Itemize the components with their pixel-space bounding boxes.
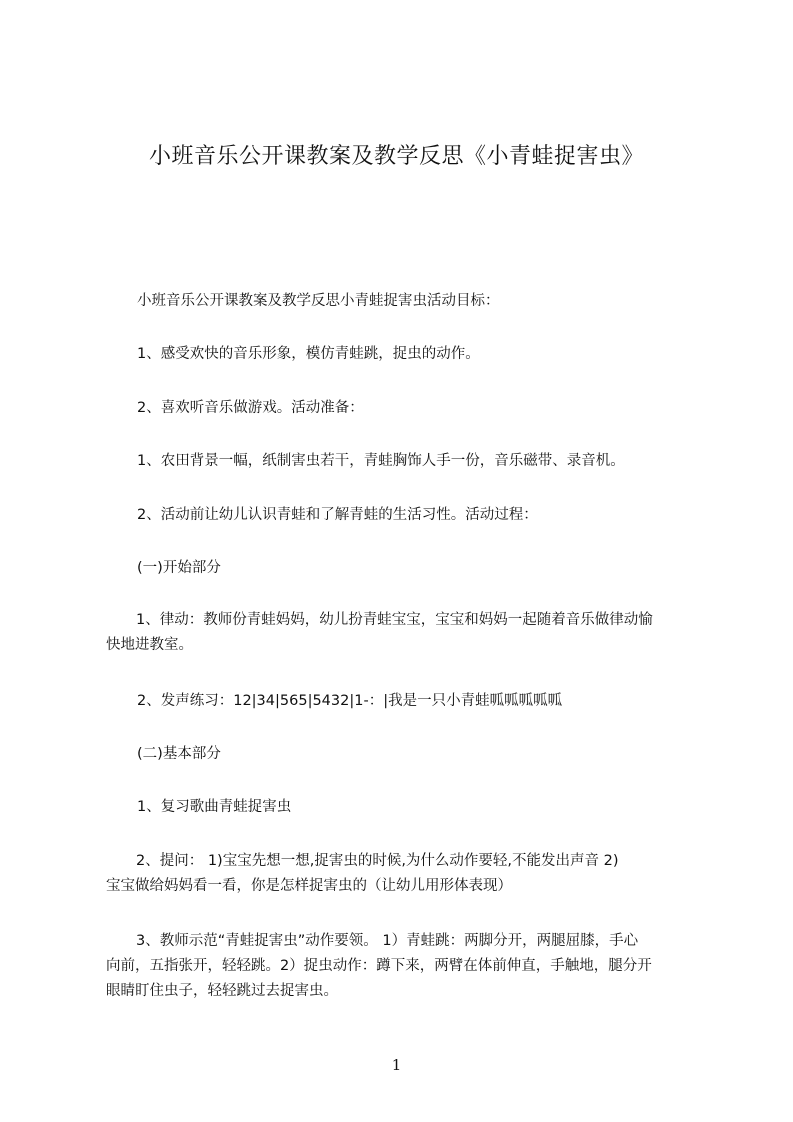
document-title: 小班音乐公开课教案及教学反思《小青蛙捉害虫》 — [148, 144, 644, 169]
text-line: 1、复习歌曲青蛙捉害虫 — [137, 799, 292, 815]
text-line: 1、感受欢快的音乐形象，模仿青蛙跳，捉虫的动作。 — [137, 346, 480, 362]
text-line: 小班音乐公开课教案及教学反思小青蛙捉害虫活动目标： — [137, 293, 500, 309]
text-line: 2、喜欢听音乐做游戏。活动准备： — [137, 400, 364, 416]
text-line: 向前，五指张开，轻轻跳。2）捉虫动作：蹲下来，两臂在体前伸直，手触地，腿分开 — [106, 958, 652, 974]
text-line: 2、发声练习：12|34|565|5432|1-：|我是一只小青蛙呱呱呱呱呱 — [137, 693, 563, 709]
page-number: 1 — [391, 1056, 402, 1074]
text-line: 眼睛盯住虫子，轻轻跳过去捉害虫。 — [106, 983, 338, 999]
paragraph-vocal-practice — [137, 689, 696, 714]
text-line: 3、教师示范“青蛙捉害虫”动作要领。 1）青蛙跳：两脚分开，两腿屈膝，手心 — [136, 933, 639, 949]
paragraph-rhythm — [106, 608, 696, 658]
text-line: 宝宝做给妈妈看一看，你是怎样捉害虫的（让幼儿用形体表现） — [106, 878, 512, 894]
paragraph-goal-1 — [137, 342, 696, 367]
text-line: 1、律动：教师份青蛙妈妈，幼儿扮青蛙宝宝，宝宝和妈妈一起随着音乐做律动愉 — [136, 612, 653, 628]
paragraph-goal-2 — [137, 396, 696, 421]
section-heading-basic — [137, 742, 696, 767]
paragraph-prep-2 — [137, 503, 696, 528]
paragraph-questions — [106, 849, 696, 899]
paragraph-review-song — [137, 795, 696, 820]
section-heading-start — [137, 556, 696, 581]
paragraph-prep-1 — [137, 449, 696, 474]
text-line: 1、农田背景一幅，纸制害虫若干，青蛙胸饰人手一份，音乐磁带、录音机。 — [137, 453, 625, 469]
text-line: 2、提问： 1)宝宝先想一想,捉害虫的时候,为什么动作要轻,不能发出声音 2) — [136, 853, 619, 869]
text-line: 快地进教室。 — [106, 637, 193, 653]
text-line: (一)开始部分 — [137, 560, 221, 576]
paragraph-demonstration — [106, 929, 696, 1004]
text-line: (二)基本部分 — [137, 746, 221, 762]
paragraph-intro — [137, 289, 696, 314]
text-line: 2、活动前让幼儿认识青蛙和了解青蛙的生活习性。活动过程： — [137, 507, 538, 523]
